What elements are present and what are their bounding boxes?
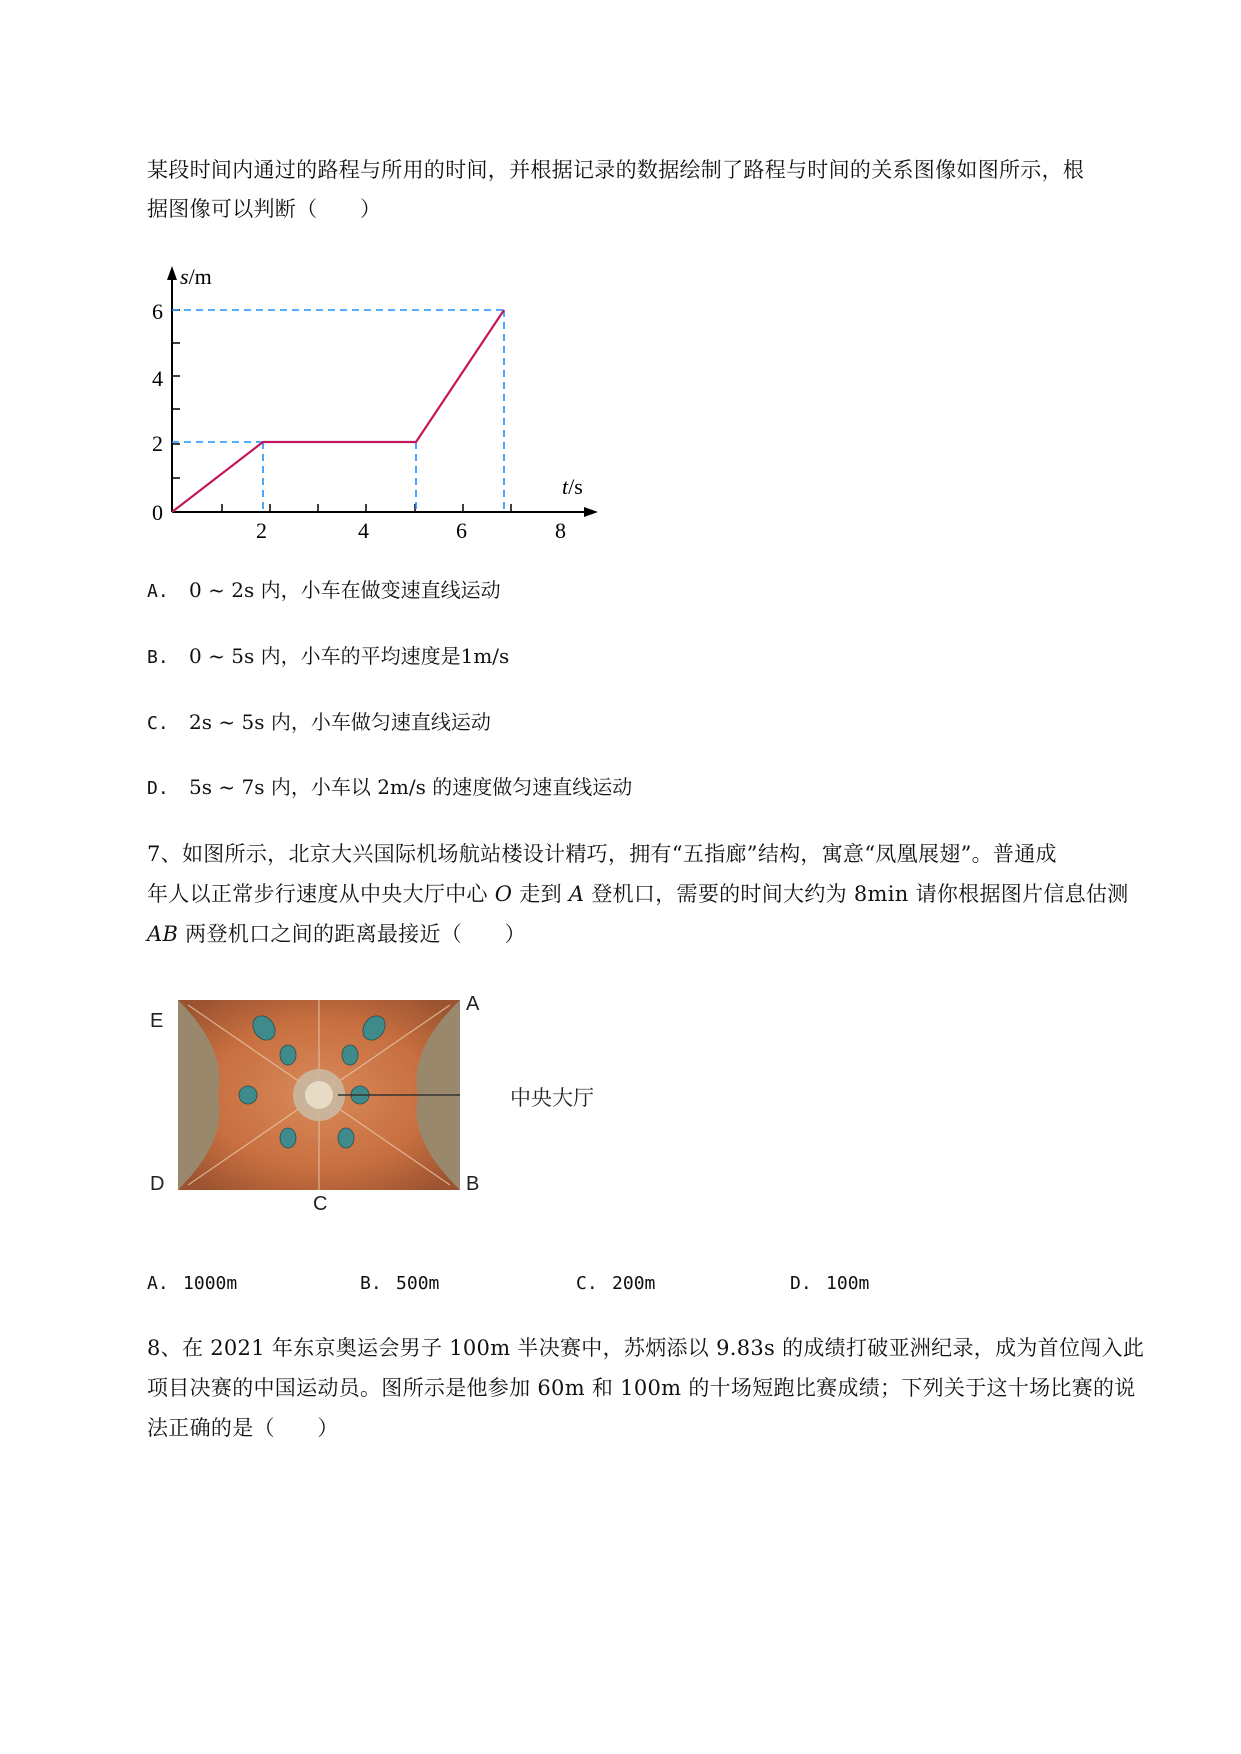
q7-option-a[interactable] <box>147 1270 237 1296</box>
option-text: 100m <box>826 1273 870 1294</box>
option-text: 2s ~ 5s 内，小车做匀速直线运动 <box>189 710 491 734</box>
y-tick-2: 2 <box>152 431 163 456</box>
q6-option-a[interactable] <box>147 578 501 604</box>
corner-label-c: C <box>313 1193 328 1215</box>
option-key: A. <box>147 581 169 602</box>
x-axis-arrow <box>584 507 598 517</box>
corner-label-a: A <box>466 993 480 1015</box>
x-tick-6: 6 <box>456 518 467 543</box>
q6-option-d[interactable] <box>147 775 632 801</box>
option-key: B. <box>147 647 169 668</box>
q7-stem-line-2: 年人以正常步行速度从中央大厅中心 O 走到 A 登机口，需要的时间大约为 8min 请你根据图片信息估测 <box>147 882 1129 906</box>
q7-stem-line-3: AB 两登机口之间的距离最接近（ ） <box>147 922 526 946</box>
q7-option-d[interactable] <box>790 1270 869 1296</box>
option-key: A. <box>147 1273 169 1294</box>
option-text: 0 ~ 2s 内，小车在做变速直线运动 <box>189 578 501 602</box>
option-text: 1000m <box>183 1273 238 1294</box>
q7-option-b[interactable] <box>360 1270 439 1296</box>
option-key: B. <box>360 1273 382 1294</box>
q6-option-b[interactable] <box>147 644 509 670</box>
x-tick-2: 2 <box>256 518 267 543</box>
y-tick-4: 4 <box>152 366 163 391</box>
y-tick-6: 6 <box>152 299 163 324</box>
x-axis-label: t/s <box>562 474 583 499</box>
q6-option-c[interactable] <box>147 710 491 736</box>
central-hall-callout: 中央大厅 <box>510 1086 594 1110</box>
option-text: 0 ~ 5s 内，小车的平均速度是1m/s <box>189 644 510 668</box>
q6-stem-line-1: 某段时间内通过的路程与所用的时间，并根据记录的数据绘制了路程与时间的关系图像如图所示，根 <box>147 158 1085 182</box>
y-axis-arrow <box>167 266 177 280</box>
q8-stem-line-2: 项目决赛的中国运动员。图所示是他参加 60m 和 100m 的十场短跑比赛成绩；下列关于这十场比赛的说 <box>147 1376 1136 1400</box>
q8-stem-line-3: 法正确的是（ ） <box>147 1416 339 1440</box>
option-text: 200m <box>612 1273 656 1294</box>
option-text: 500m <box>396 1273 440 1294</box>
corner-label-e: E <box>150 1010 164 1032</box>
option-text: 5s ~ 7s 内，小车以 2m/s 的速度做匀速直线运动 <box>189 775 633 799</box>
point-o: O <box>494 882 513 906</box>
point-a: A <box>568 882 585 906</box>
segment-ab: AB <box>147 922 179 946</box>
airport-aerial-photo <box>178 1000 460 1190</box>
y-axis-label: s/m <box>180 264 212 289</box>
y-tick-0: 0 <box>152 500 163 525</box>
q6-stem-line-2: 据图像可以判断（ ） <box>147 197 382 221</box>
dashed-guides <box>172 310 504 512</box>
x-tick-4: 4 <box>358 518 369 543</box>
q7-option-c[interactable] <box>576 1270 655 1296</box>
s-t-graph <box>150 262 620 552</box>
option-key: C. <box>147 713 169 734</box>
option-key: C. <box>576 1273 598 1294</box>
corner-label-d: D <box>150 1173 165 1195</box>
option-key: D. <box>147 778 169 799</box>
x-tick-8: 8 <box>555 518 566 543</box>
q8-stem-line-1: 8、在 2021 年东京奥运会男子 100m 半决赛中，苏炳添以 9.83s 的成绩打破亚洲纪录，成为首位闯入此 <box>147 1336 1145 1360</box>
distance-time-line <box>172 310 504 512</box>
q7-stem-line-1: 7、如图所示，北京大兴国际机场航站楼设计精巧，拥有“五指廊”结构，寓意“凤凰展翅”。普通成 <box>147 842 1057 866</box>
option-key: D. <box>790 1273 812 1294</box>
corner-label-b: B <box>466 1173 480 1195</box>
